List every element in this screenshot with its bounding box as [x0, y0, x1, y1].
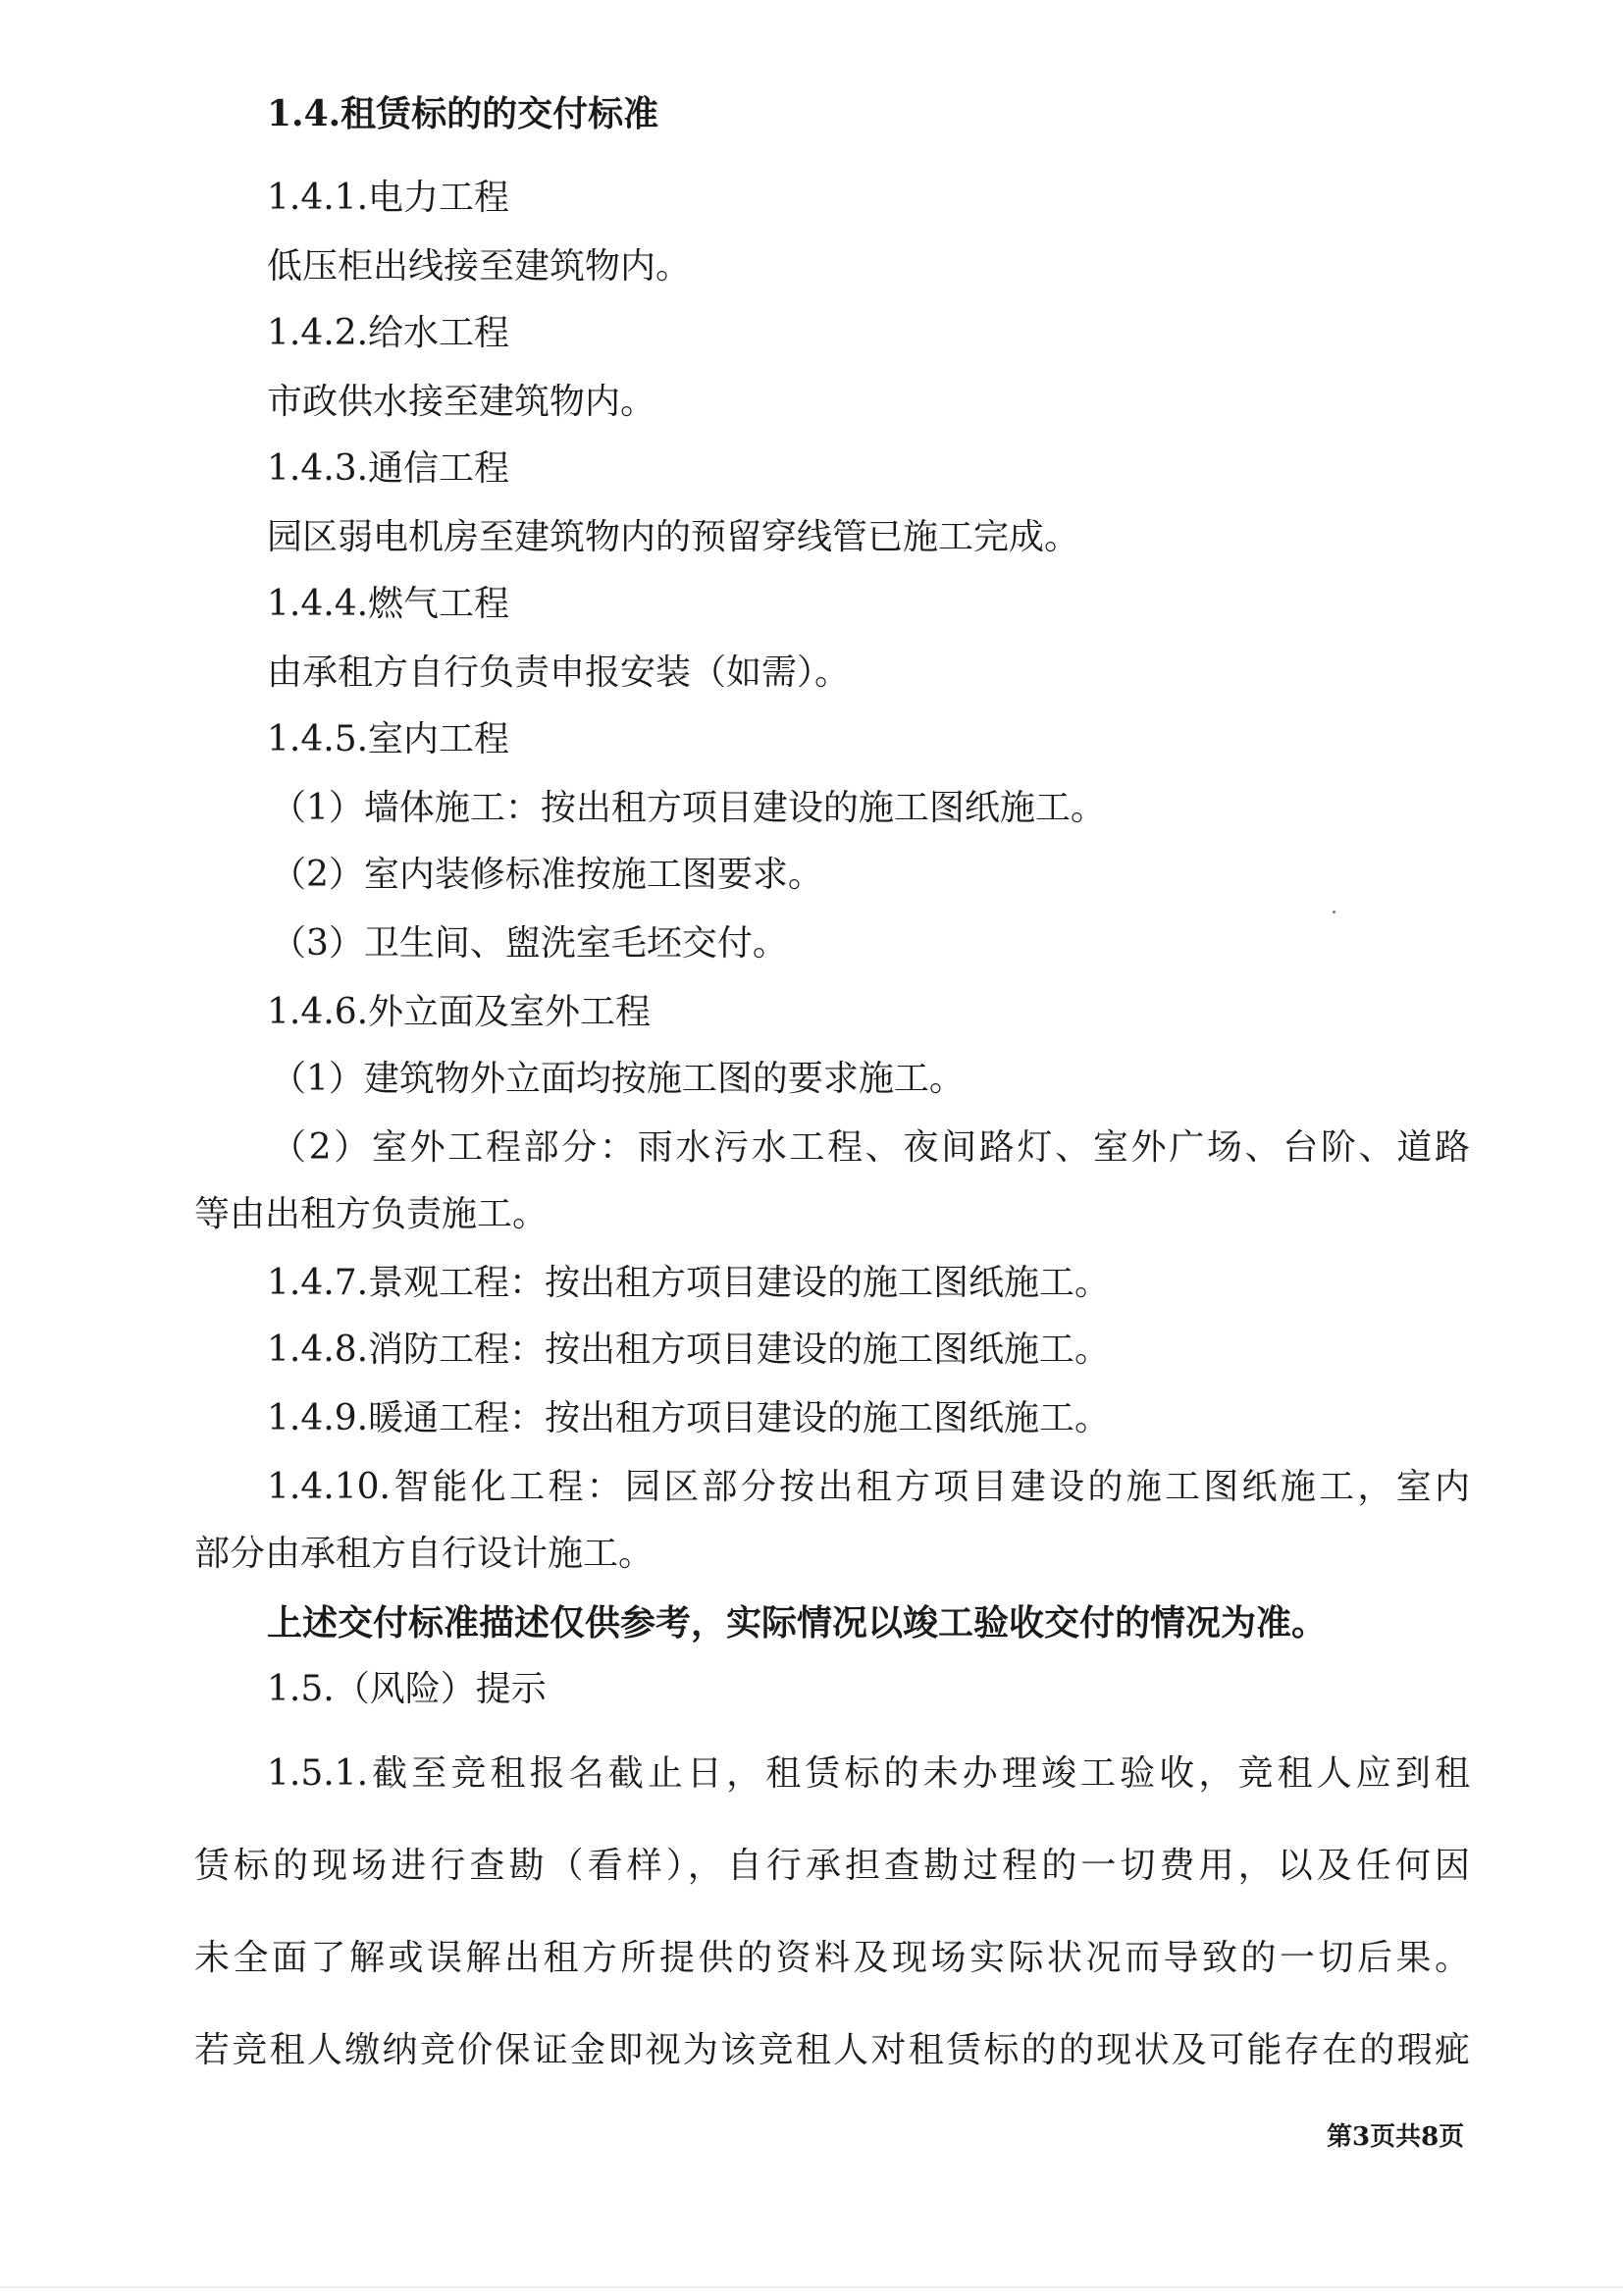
heading-1-4-4: 1.4.4.燃气工程: [267, 584, 510, 624]
paragraph-1-4-8: 1.4.8.消防工程：按出租方项目建设的施工图纸施工。: [267, 1330, 1111, 1370]
paragraph-1-4-9: 1.4.9.暖通工程：按出租方项目建设的施工图纸施工。: [267, 1398, 1111, 1438]
scan-edge-line: [0, 2286, 1623, 2288]
paragraph-1-4-10-line-1: 1.4.10.智能化工程：园区部分按出租方项目建设的施工图纸施工，室内: [267, 1467, 1470, 1507]
paragraph-1-4-3: 园区弱电机房至建筑物内的预留穿线管已施工完成。: [267, 517, 1080, 557]
scan-speck: [1333, 911, 1335, 913]
heading-1-4-5: 1.4.5.室内工程: [267, 719, 510, 759]
heading-1-4: 1.4.租赁标的的交付标准: [267, 93, 659, 134]
paragraph-1-4-7: 1.4.7.景观工程：按出租方项目建设的施工图纸施工。: [267, 1263, 1111, 1303]
paragraph-1-5-1-line-4: 若竞租人缴纳竞价保证金即视为该竞租人对租赁标的的现状及可能存在的瑕疵: [194, 2030, 1470, 2070]
paragraph-1-4-10-line-2: 部分由承租方自行设计施工。: [194, 1534, 654, 1574]
heading-1-4-2: 1.4.2.给水工程: [267, 313, 510, 353]
paragraph-1-4-4: 由承租方自行负责申报安装（如需）。: [267, 652, 851, 693]
paragraph-1-5-1-line-2: 赁标的现场进行查勘（看样），自行承担查勘过程的一切费用，以及任何因: [194, 1846, 1470, 1886]
heading-1-5: 1.5.（风险）提示: [267, 1669, 547, 1709]
paragraph-1-5-1-line-3: 未全面了解或误解出租方所提供的资料及现场实际状况而导致的一切后果。: [194, 1938, 1470, 1978]
page-number-footer: 第3页共8页: [1327, 2122, 1465, 2152]
heading-1-4-1: 1.4.1.电力工程: [267, 178, 510, 218]
paragraph-1-4-6-item-2-line-1: （2）室外工程部分：雨水污水工程、夜间路灯、室外广场、台阶、道路: [271, 1127, 1470, 1168]
paragraph-1-4-2: 市政供水接至建筑物内。: [267, 382, 656, 422]
delivery-standard-note: 上述交付标准描述仅供参考，实际情况以竣工验收交付的情况为准。: [267, 1602, 1328, 1644]
heading-1-4-3: 1.4.3.通信工程: [267, 448, 510, 489]
paragraph-1-4-1: 低压柜出线接至建筑物内。: [267, 246, 692, 287]
paragraph-1-4-5-item-2: （2）室内装修标准按施工图要求。: [271, 855, 823, 895]
paragraph-1-4-6-item-2-line-2: 等由出租方负责施工。: [194, 1194, 549, 1234]
paragraph-1-4-5-item-3: （3）卫生间、盥洗室毛坯交付。: [271, 923, 788, 964]
paragraph-1-4-6-item-1: （1）建筑物外立面均按施工图的要求施工。: [271, 1059, 965, 1099]
heading-1-4-6: 1.4.6.外立面及室外工程: [267, 992, 652, 1032]
paragraph-1-4-5-item-1: （1）墙体施工：按出租方项目建设的施工图纸施工。: [271, 788, 1106, 828]
paragraph-1-5-1-line-1: 1.5.1.截至竞租报名截止日，租赁标的未办理竣工验收，竞租人应到租: [267, 1753, 1470, 1794]
